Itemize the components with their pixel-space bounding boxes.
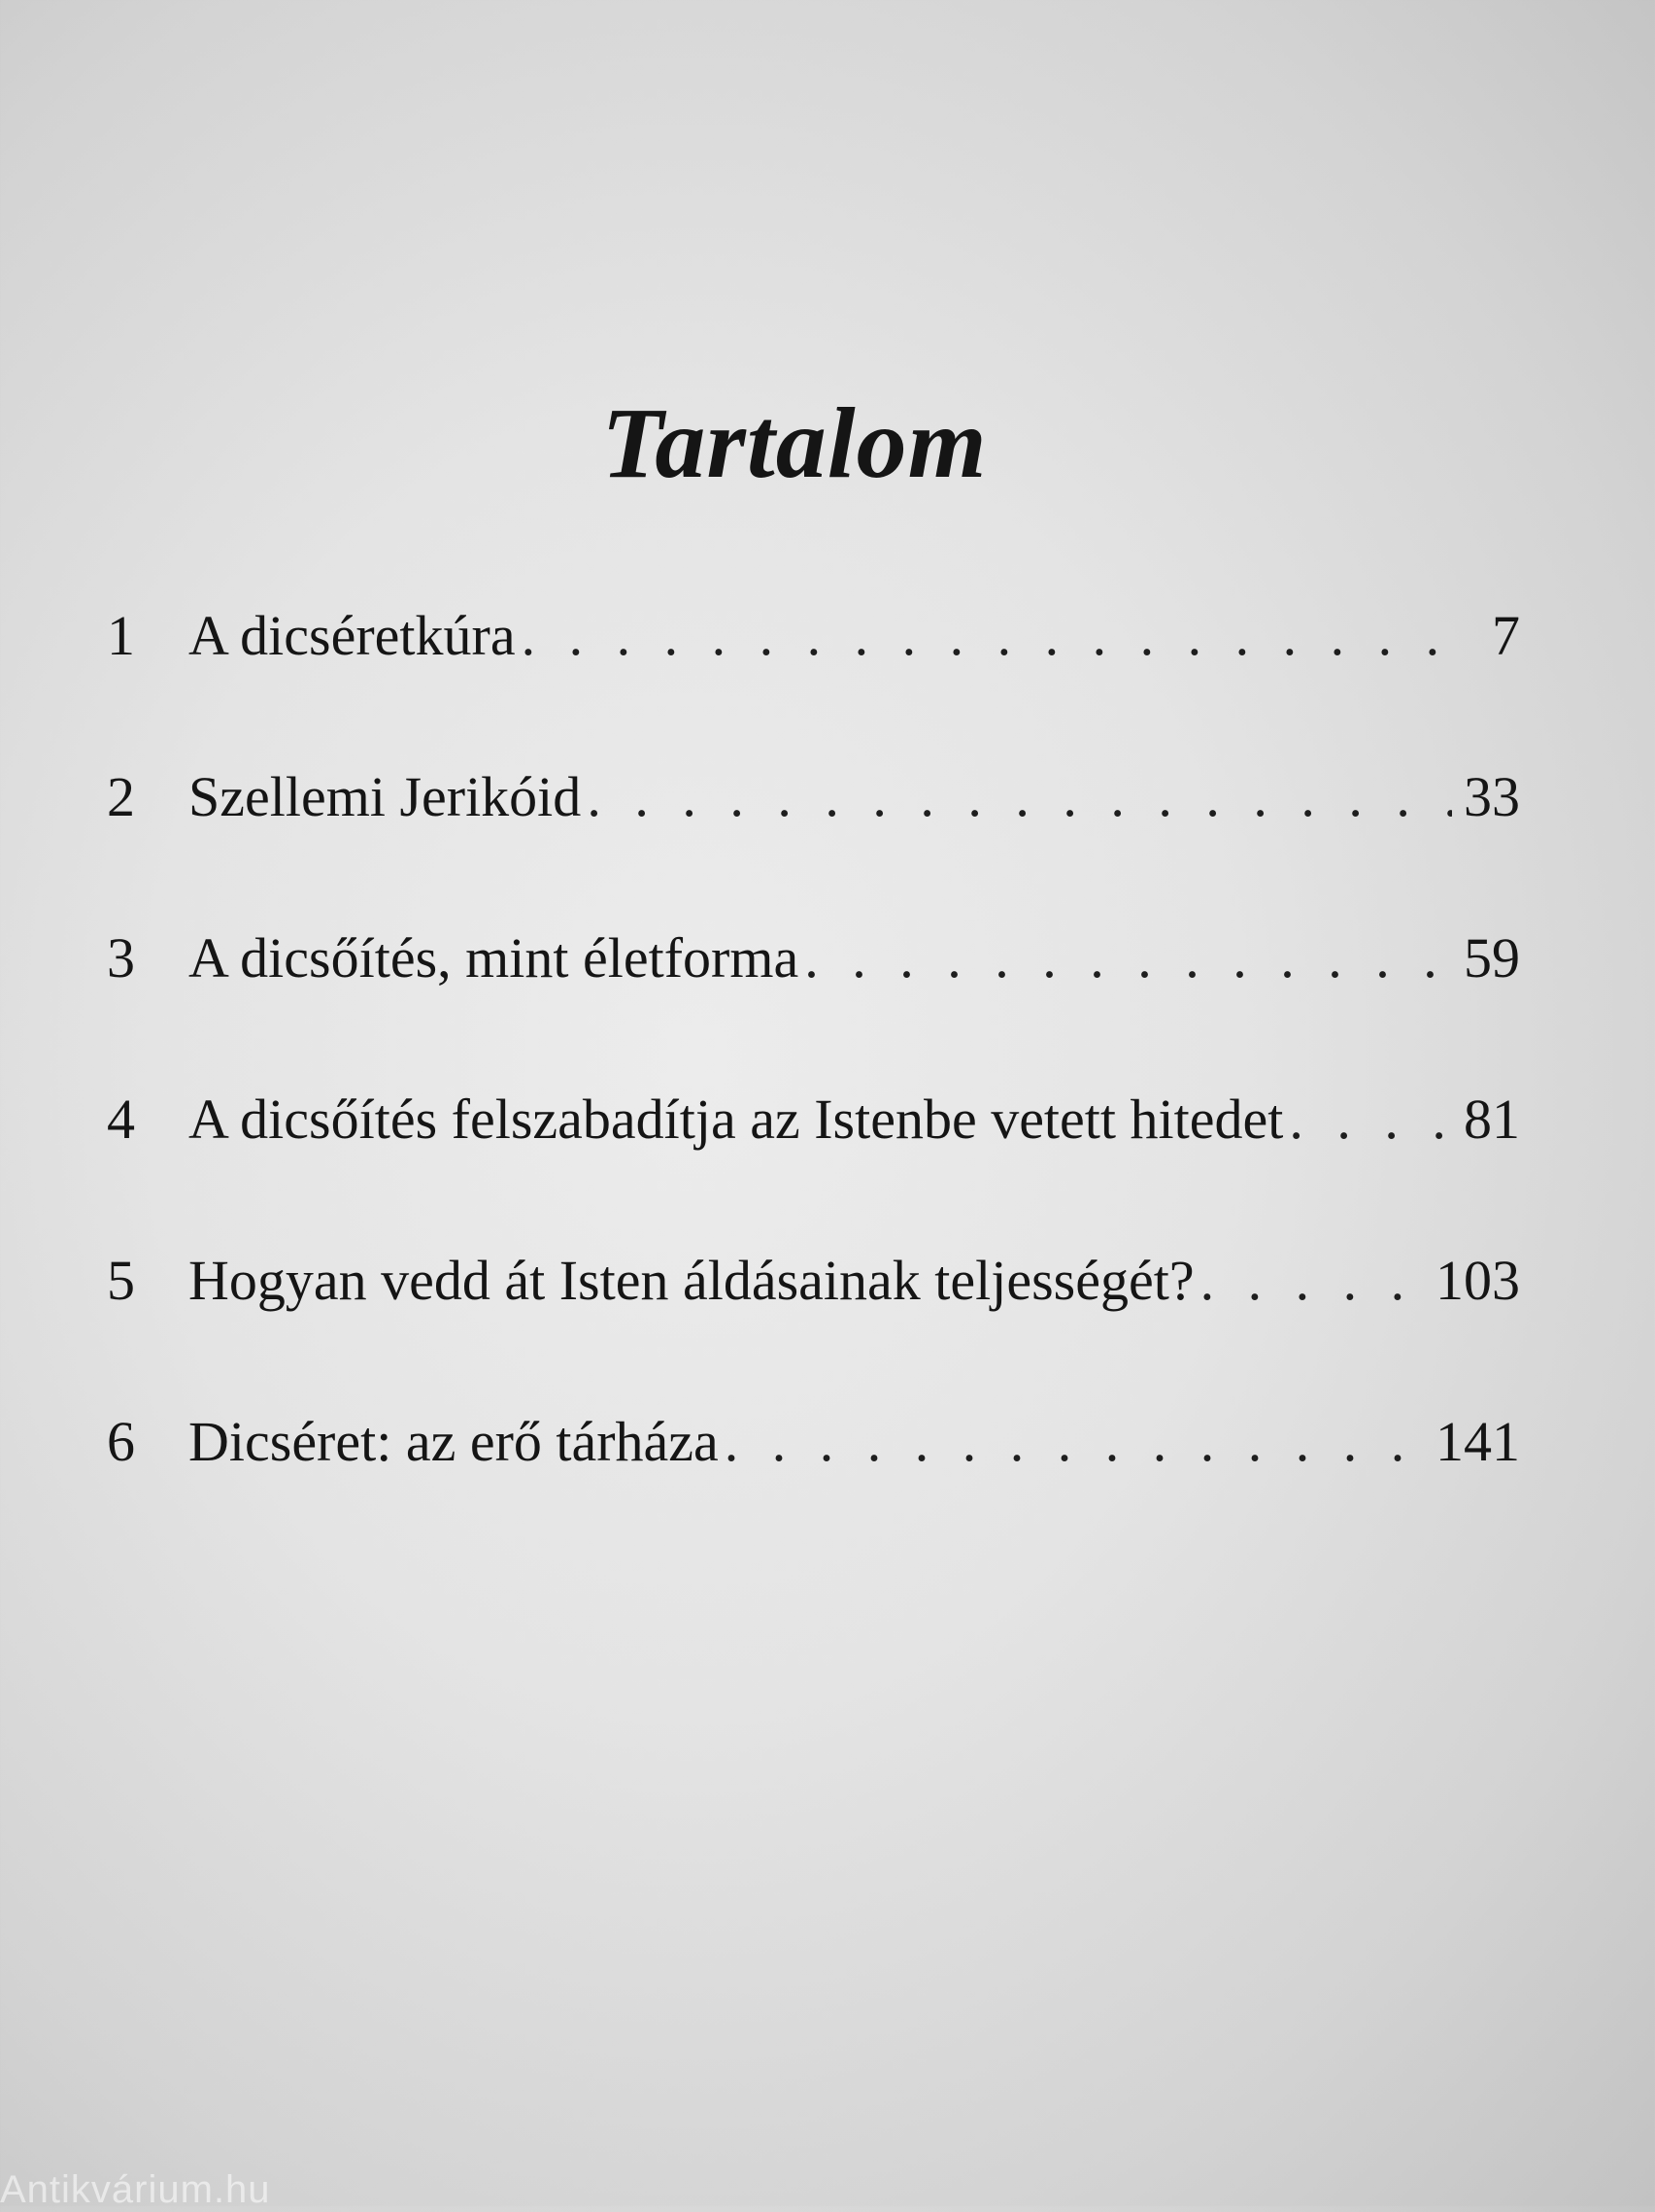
toc-entry-page: 33 [1464,765,1520,828]
toc-entry-number: 2 [107,765,135,828]
toc-entry-number: 4 [107,1088,135,1151]
toc-entry-page: 141 [1435,1410,1520,1473]
page-title: Tartalom [601,386,988,499]
toc-entry-page: 103 [1435,1249,1520,1312]
watermark: Antikvárium.hu [0,2168,271,2211]
toc-entry-5 [107,1242,1520,1403]
dot-leader [587,758,1452,836]
toc-entry-4 [107,1081,1520,1242]
dot-leader [804,920,1452,997]
toc-entry-page: 59 [1464,926,1520,989]
toc-entry-page: 7 [1492,604,1520,667]
toc-entry-title: Szellemi Jerikóid [188,765,582,828]
toc-entry-3 [107,920,1520,1081]
toc-entry-number: 1 [107,604,135,667]
dot-leader [1200,1242,1426,1320]
toc-entry-title: A dicsőítés, mint életforma [188,926,799,989]
toc-entry-1 [107,597,1520,758]
dot-leader [725,1403,1426,1481]
toc-entry-title: Hogyan vedd át Isten áldásainak teljességét? [188,1249,1195,1312]
toc-entry-title: A dicséretkúra [188,604,516,667]
toc-entry-2 [107,758,1520,920]
dot-leader [522,597,1452,675]
toc-entry-6 [107,1403,1520,1564]
toc-entry-number: 3 [107,926,135,989]
toc-entry-title: A dicsőítés felszabadítja az Istenbe vetett hitedet [188,1088,1284,1151]
toc-entry-number: 6 [107,1410,135,1473]
toc-entry-title: Dicséret: az erő tárháza [188,1410,719,1473]
table-of-contents [107,597,1520,1564]
toc-entry-number: 5 [107,1249,135,1312]
toc-entry-page: 81 [1464,1088,1520,1151]
dot-leader [1289,1081,1452,1158]
